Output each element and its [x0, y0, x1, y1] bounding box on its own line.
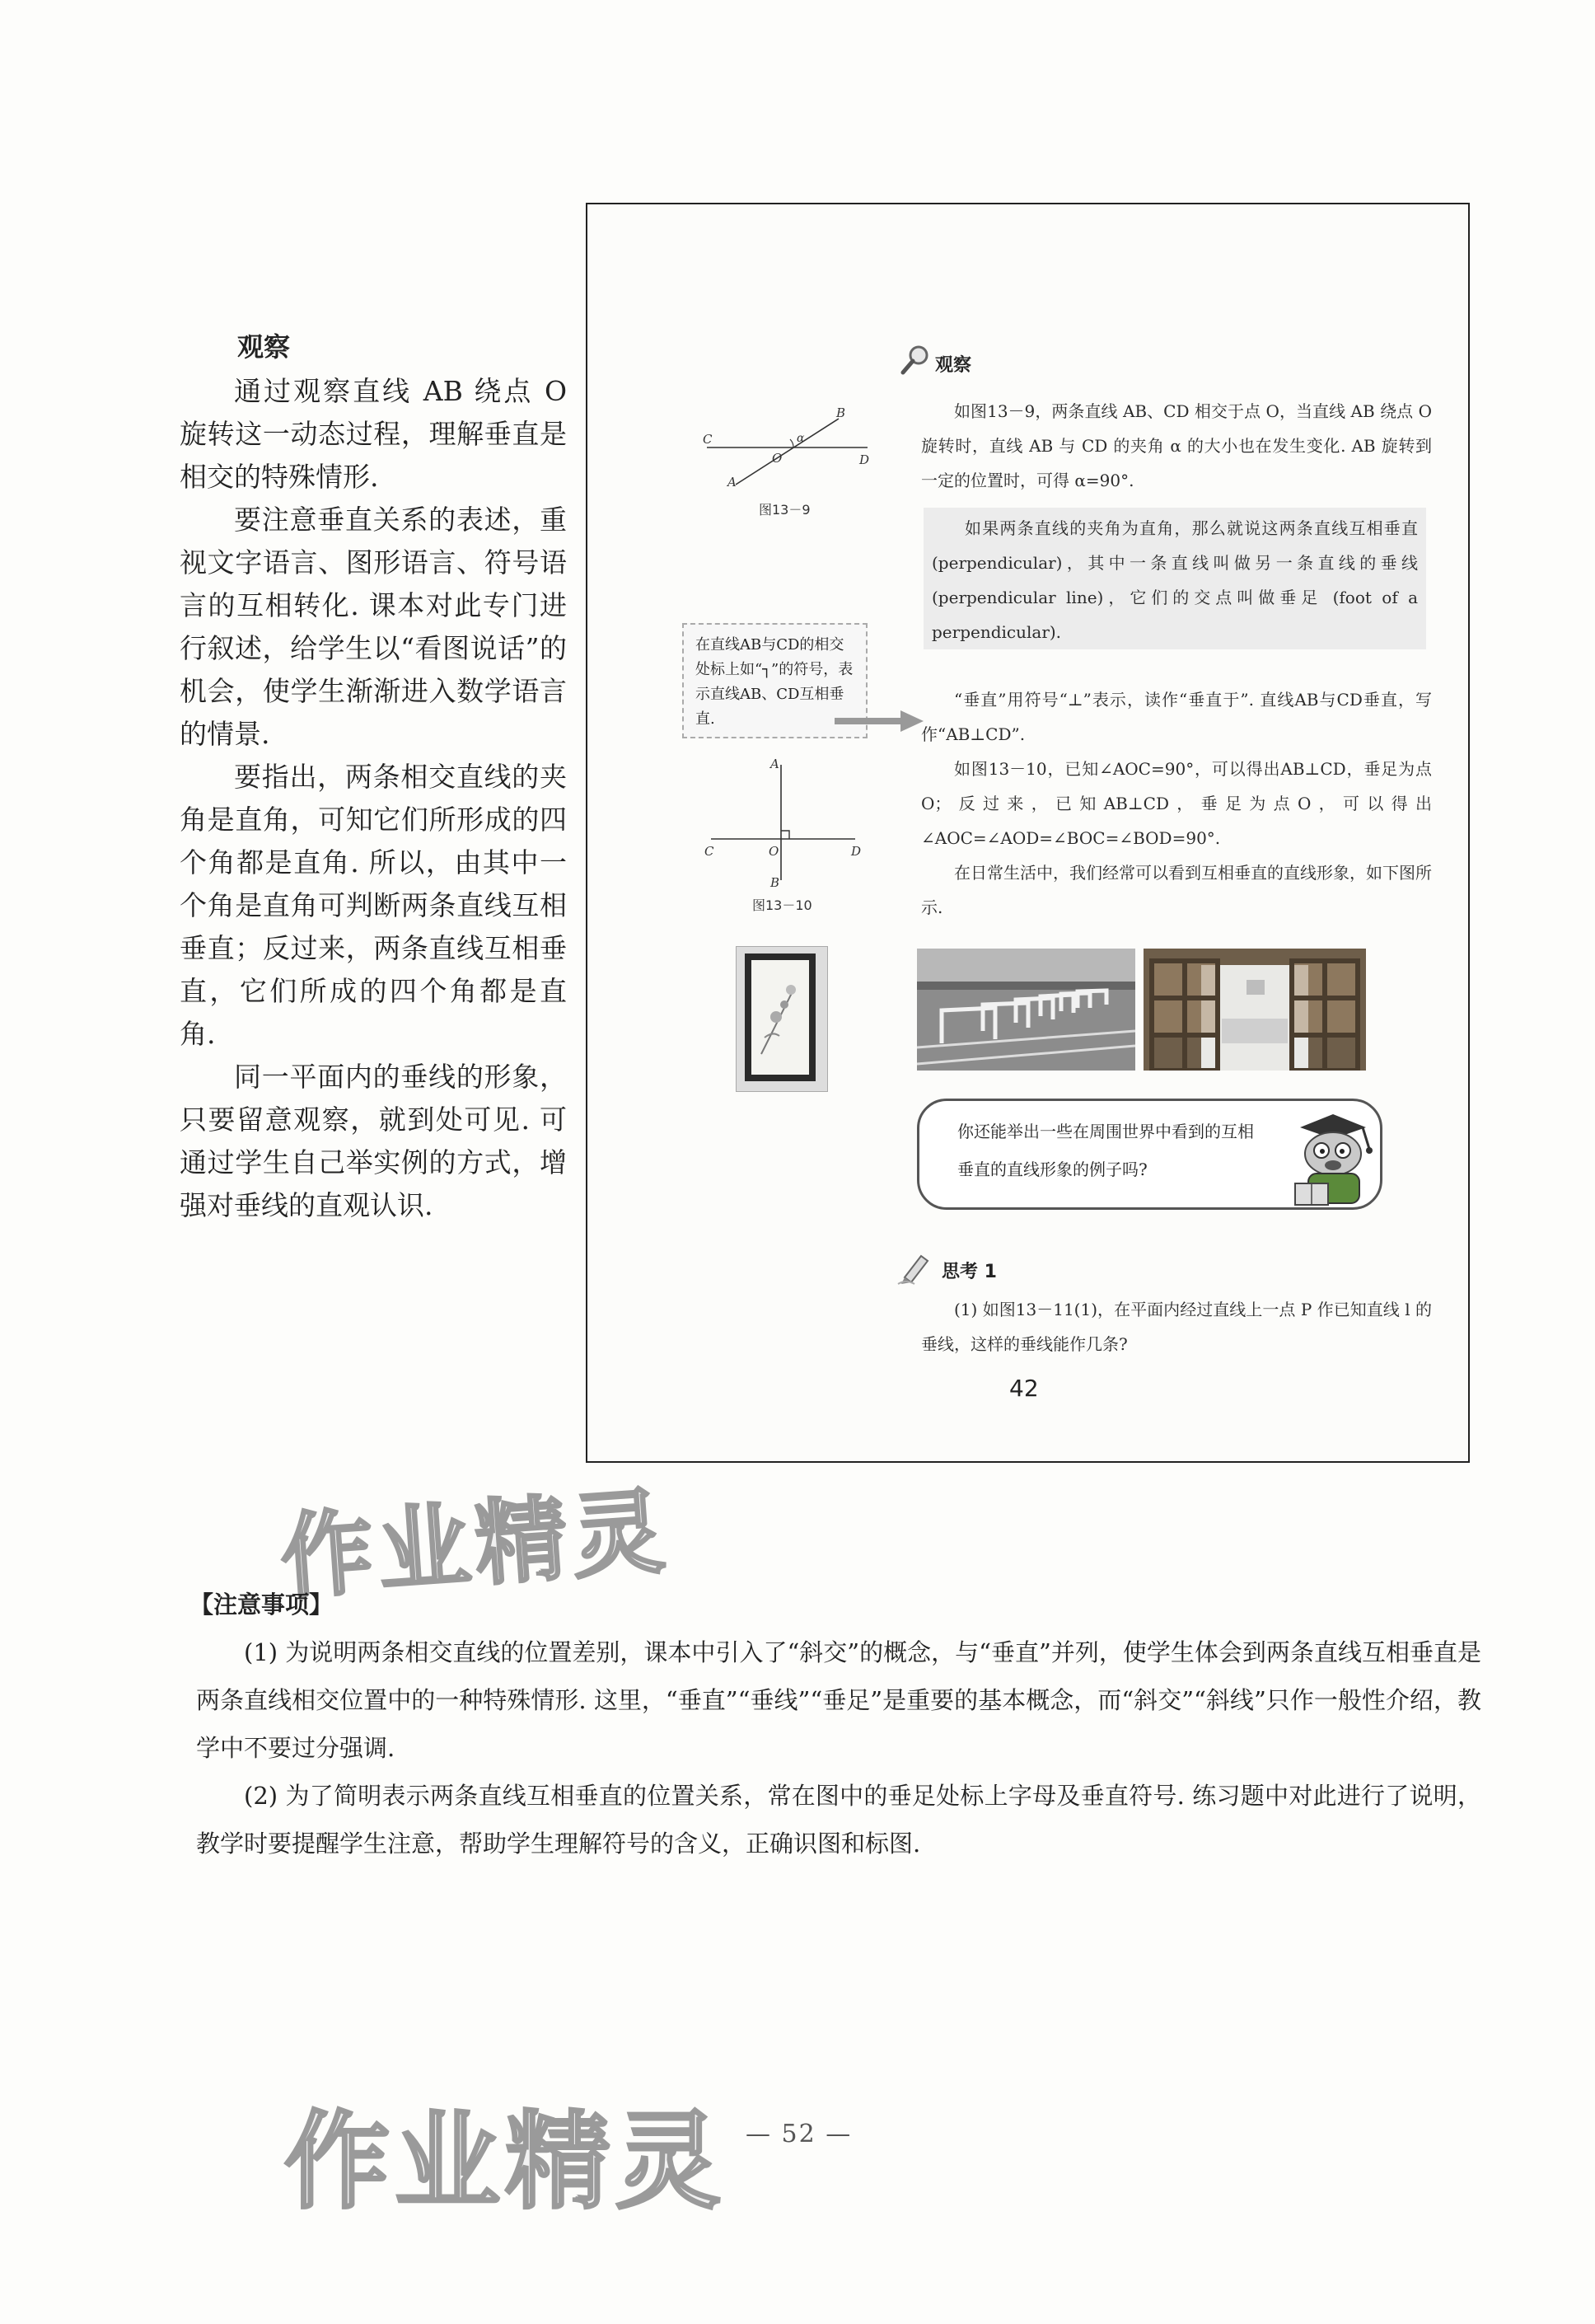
- notes-section: [189, 1581, 1481, 1867]
- label-d: D: [851, 844, 862, 859]
- hurdles-photo: [917, 949, 1135, 1071]
- sliding-door-photo: [1144, 949, 1366, 1071]
- textbook-page-number: 42: [1009, 1375, 1039, 1402]
- textbook-paragraph-1: [921, 394, 1432, 498]
- textbook-paragraphs-2-4: [921, 682, 1432, 925]
- commentary-paragraph: 要注意垂直关系的表述，重视文字语言、图形语言、符号语言的互相转化. 课本对此专门进行叙述，给学生以“看图说话”的机会，使学生渐渐进入数学语言的情景.: [180, 504, 567, 750]
- think-text: (1) 如图13－11(1)，在平面内经过直线上一点 P 作已知直线 l 的垂线，这样的垂线能作几条?: [921, 1300, 1432, 1354]
- watermark-bottom: 作业精灵: [284, 2101, 727, 2223]
- page-number: — 52 —: [746, 2120, 853, 2148]
- label-alpha: α: [797, 432, 805, 445]
- label-d: D: [859, 452, 870, 467]
- commentary-column: [180, 326, 567, 1227]
- pencil-icon: [896, 1249, 933, 1286]
- notes-item: (1) 为说明两条相交直线的位置差别，课本中引入了“斜交”的概念，与“垂直”并列，使学生体会到两条直线互相垂直是两条直线相交位置中的一种特殊情形. 这里，“垂直”“垂线”“垂足”是重要的基本概念，而“斜交”“斜线”只作一般性介绍，教学中不要过分强调.: [196, 1638, 1481, 1762]
- figure-13-9: [703, 402, 876, 493]
- think-paragraph: [921, 1292, 1432, 1361]
- label-b: B: [836, 405, 846, 420]
- paragraph-text: “垂直”用符号“⊥”表示，读作“垂直于”. 直线AB与CD垂直，写作“AB⊥CD”.: [921, 690, 1432, 744]
- framed-painting-photo: [736, 946, 828, 1092]
- commentary-heading: 观察: [237, 331, 291, 363]
- magnifier-icon: [899, 343, 932, 376]
- label-c: C: [703, 432, 713, 447]
- notes-heading: 【注意事项】: [189, 1591, 334, 1619]
- line-ab: [736, 419, 839, 485]
- side-note-text: 在直线AB与CD的相交处标上如“┐”的符号，表示直线AB、CD互相垂直.: [695, 636, 854, 728]
- watermark-top: 作业精灵: [277, 1478, 673, 1613]
- commentary-paragraph: 要指出，两条相交直线的夹角是直角，可知它们所形成的四个角都是直角. 所以，由其中一个角是直角可判断两条直线互相垂直；反过来，两条直线互相垂直，它们所成的四个角都是直角.: [180, 761, 567, 1050]
- label-a: A: [770, 757, 779, 771]
- observe-title: 观察: [935, 355, 972, 376]
- definition-text: 如果两条直线的夹角为直角，那么就说这两条直线互相垂直 (perpendicular)，其中一条直线叫做另一条直线的垂线 (perpendicular line)，它们的交点叫做垂足 (foot of a perpendicular).: [932, 518, 1418, 642]
- bubble-text: 你还能举出一些在周围世界中看到的互相垂直的直线形象的例子吗?: [957, 1122, 1254, 1179]
- think-title: 思考 1: [942, 1262, 997, 1282]
- label-b: B: [770, 875, 780, 888]
- figure-13-10-caption: 图13－10: [752, 897, 812, 913]
- commentary-paragraph: 通过观察直线 AB 绕点 O 旋转这一动态过程，理解垂直是相交的特殊情形.: [180, 375, 567, 493]
- figure-13-9-caption: 图13－9: [759, 502, 811, 518]
- definition-box: [924, 508, 1426, 649]
- label-o: O: [769, 844, 779, 859]
- figure-13-10: [703, 757, 868, 888]
- paragraph-text: 在日常生活中，我们经常可以看到互相垂直的直线形象，如下图所示.: [921, 863, 1432, 917]
- label-a: A: [727, 475, 737, 490]
- arrow-icon: [835, 709, 925, 733]
- paragraph-text: 如图13－10，已知∠AOC=90°，可以得出AB⊥CD，垂足为点O；反过来，已知AB⊥CD，垂足为点O，可以得出∠AOC=∠AOD=∠BOC=∠BOD=90°.: [921, 759, 1432, 848]
- label-c: C: [704, 844, 714, 859]
- label-o: O: [772, 451, 783, 466]
- professor-mascot-icon: [1284, 1103, 1387, 1210]
- commentary-paragraph: 同一平面内的垂线的形象，只要留意观察，就到处可见. 可通过学生自己举实例的方式，增强对垂线的直观认识.: [180, 1061, 567, 1221]
- notes-item: (2) 为了简明表示两条直线互相垂直的位置关系，常在图中的垂足处标上字母及垂直符号. 练习题中对此进行了说明，教学时要提醒学生注意，帮助学生理解符号的含义，正确识图和标图.: [196, 1782, 1481, 1858]
- right-angle-mark: [781, 831, 789, 839]
- textbook-page: [586, 203, 1470, 1463]
- paragraph-text: 如图13－9，两条直线 AB、CD 相交于点 O，当直线 AB 绕点 O 旋转时，直线 AB 与 CD 的夹角 α 的大小也在发生变化. AB 旋转到一定的位置时，可得 α=90°.: [921, 401, 1432, 490]
